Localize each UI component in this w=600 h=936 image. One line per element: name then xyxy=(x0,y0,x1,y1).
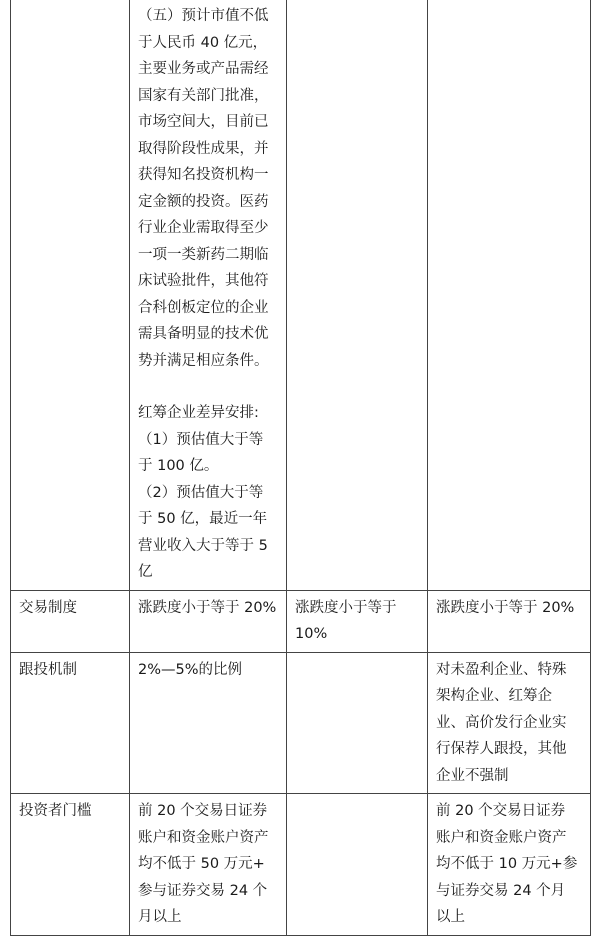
row-label: 交易制度 xyxy=(19,599,77,616)
cell-line: 需具备明显的技术优 xyxy=(138,326,269,342)
cell-line: 势并满足相应条件。 xyxy=(138,352,269,369)
cell-line: 营业收入大于等于 5 xyxy=(138,537,268,554)
cell-line: （五）预计市值不低 xyxy=(138,8,269,24)
row-label-cell xyxy=(11,794,130,936)
cell-line: 涨跌度小于等于 xyxy=(295,599,397,616)
cell-line: 一项一类新药二期临 xyxy=(138,246,269,263)
cell-col4 xyxy=(428,794,591,936)
cell-line: 涨跌度小于等于 20% xyxy=(436,599,575,616)
paragraph-gap xyxy=(138,374,278,400)
cell-line: 合科创板定位的企业 xyxy=(138,299,269,316)
row-label-cell xyxy=(11,652,130,794)
table-row xyxy=(11,794,591,936)
cell-line: 与证券交易 24 个月 xyxy=(436,882,566,899)
cell-line: 月以上 xyxy=(138,909,182,925)
comparison-table xyxy=(10,0,591,936)
cell-line: 对未盈利企业、特殊 xyxy=(436,661,567,678)
cell-line: 业、高价发行企业实 xyxy=(436,714,567,731)
cell-col3 xyxy=(287,590,428,652)
cell-line: 于 50 亿，最近一年 xyxy=(138,511,268,527)
cell-line: 均不低于 10 万元+参 xyxy=(436,856,578,872)
row-label-cell xyxy=(11,590,130,652)
cell-line: 2%—5%的比例 xyxy=(138,661,243,678)
cell-col2 xyxy=(130,0,287,590)
cell-col3 xyxy=(287,652,428,794)
cell-line: 于 100 亿。 xyxy=(138,458,219,474)
cell-col2 xyxy=(130,590,287,652)
cell-col2 xyxy=(130,652,287,794)
cell-line: （1）预估值大于等 xyxy=(138,431,264,448)
cell-line: 亿 xyxy=(138,564,153,580)
cell-line: 参与证券交易 24 个 xyxy=(138,882,268,899)
cell-col3 xyxy=(287,794,428,936)
table-row xyxy=(11,0,591,590)
cell-col4 xyxy=(428,652,591,794)
cell-line: 10% xyxy=(295,626,328,642)
cell-line: 行业企业需取得至少 xyxy=(138,220,269,236)
cell-line: 前 20 个交易日证券 xyxy=(436,803,566,819)
row-label-cell xyxy=(11,0,130,590)
cell-line: 取得阶段性成果，并 xyxy=(138,140,269,157)
cell-line: 获得知名投资机构一 xyxy=(138,167,269,183)
table-row xyxy=(11,652,591,794)
cell-line: 定金额的投资。医药 xyxy=(138,193,269,210)
table-row xyxy=(11,590,591,652)
cell-line: 行保荐人跟投，其他 xyxy=(436,741,567,757)
cell-line: 床试验批件，其他符 xyxy=(138,273,269,289)
cell-line: 以上 xyxy=(436,909,465,925)
cell-col4 xyxy=(428,0,591,590)
cell-line: 账户和资金账户资产 xyxy=(138,829,269,846)
row-label: 投资者门槛 xyxy=(19,803,92,819)
cell-line: 涨跌度小于等于 20% xyxy=(138,599,277,616)
cell-line: 均不低于 50 万元+ xyxy=(138,856,265,872)
cell-line: 架构企业、红筹企 xyxy=(436,688,552,704)
cell-line: 前 20 个交易日证券 xyxy=(138,803,268,819)
cell-line: 企业不强制 xyxy=(436,767,509,784)
cell-line: 市场空间大，目前已 xyxy=(138,114,269,130)
cell-line: 红筹企业差异安排: xyxy=(138,405,259,421)
cell-line: 主要业务或产品需经 xyxy=(138,61,269,77)
cell-col3 xyxy=(287,0,428,590)
cell-col2 xyxy=(130,794,287,936)
cell-line: 于人民币 40 亿元， xyxy=(138,34,268,51)
cell-line: 账户和资金账户资产 xyxy=(436,829,567,846)
row-label: 跟投机制 xyxy=(19,661,77,678)
cell-line: 国家有关部门批准， xyxy=(138,87,269,104)
cell-line: （2）预估值大于等 xyxy=(138,484,264,501)
cell-col4 xyxy=(428,590,591,652)
cell-text-block xyxy=(138,3,278,586)
